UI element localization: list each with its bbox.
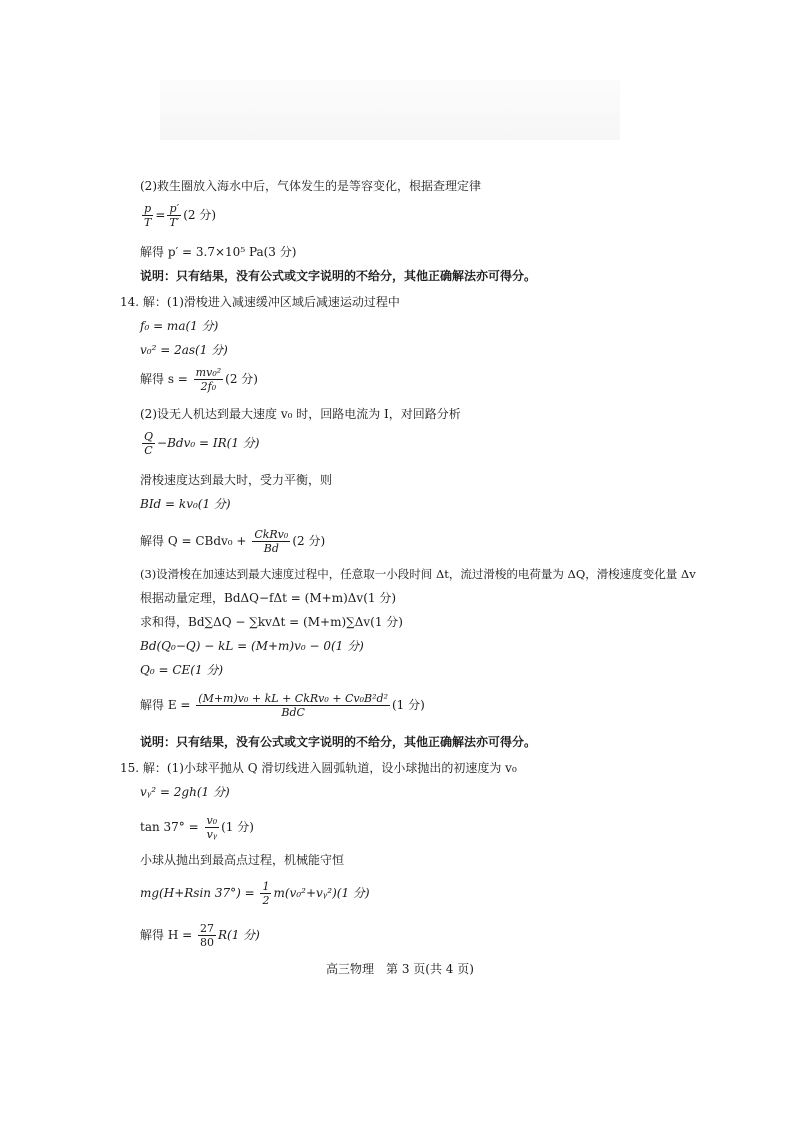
q14-eq-12: 解得 E = $\frac{\text{(M+m)v₀ + kL + CkRv₀ + Cv₀B²d²}}{\text{BdC}}$ (1 分) xyxy=(140,692,425,719)
page-footer: 高三物理 第 3 页(共 4 页) xyxy=(326,962,474,976)
q15-eq-1: vᵧ² = 2gh(1 分) xyxy=(140,785,230,799)
scan-shading xyxy=(160,80,620,140)
fraction: $\frac{p'}{T'}$ xyxy=(169,202,180,229)
q15-eq-4: mg(H+Rsin 37°) = $\frac{1}{2}$ m(v₀²+vᵧ²)(1 分) xyxy=(140,880,370,907)
q14-eq-11: Q₀ = CE(1 分) xyxy=(140,663,224,677)
q14-note: 说明：只有结果，没有公式或文字说明的不给分，其他正确解法亦可得分。 xyxy=(140,735,537,749)
q14-eq-2: v₀² = 2as(1 分) xyxy=(140,343,228,357)
q14-text-5: 滑梭速度达到最大时，受力平衡，则 xyxy=(140,473,333,487)
q14-eq-3: 解得 s = $\frac{\text{mv₀²}}{\text{2f₀}}$ (2 分) xyxy=(140,366,258,393)
q14-part3: (3)设滑梭在加速达到最大速度过程中，任意取一小段时间 Δt，流过滑梭的电荷量为 ΔQ，滑梭速度变化量 Δv xyxy=(140,567,696,581)
q13-solution: 解得 p′ = 3.7×10⁵ Pa(3 分) xyxy=(140,245,297,259)
q14-eq-6: BId = kv₀(1 分) xyxy=(140,497,231,511)
fraction: $\frac{\text{CkRv₀}}{Bd}$ xyxy=(254,528,289,555)
q14-eq-1: f₀ = ma(1 分) xyxy=(140,319,219,333)
fraction: $\frac{p}{T}$ xyxy=(144,202,152,229)
fraction: $\frac{Q}{C}$ xyxy=(144,430,154,457)
q13-intro: (2)救生圈放入海水中后，气体发生的是等容变化，根据查理定律 xyxy=(140,179,482,193)
q14-heading: 14. 解：(1)滑梭进入减速缓冲区域后减速运动过程中 xyxy=(120,295,400,309)
fraction: $\frac{\text{mv₀²}}{\text{2f₀}}$ xyxy=(195,366,222,393)
q14-eq-8: 根据动量定理，BdΔQ−fΔt = (M+m)Δv(1 分) xyxy=(140,591,397,605)
fraction: $\frac{\text{v₀}}{\text{vᵧ}}$ xyxy=(206,814,218,841)
fraction: $\frac{27}{80}$ xyxy=(199,922,214,949)
q15-eq-5: 解得 H = $\frac{27}{80}$ R(1 分) xyxy=(140,922,260,949)
q14-eq-9: 求和得，Bd∑ΔQ − ∑kvΔt = (M+m)∑Δv(1 分) xyxy=(140,615,403,629)
fraction: $\frac{1}{2}$ xyxy=(262,880,270,907)
q14-part2: (2)设无人机达到最大速度 v₀ 时，回路电流为 I，对回路分析 xyxy=(140,407,461,421)
q15-text-3: 小球从抛出到最高点过程，机械能守恒 xyxy=(140,853,345,867)
q13-charles-law-eq: $\frac{p}{T}$ = $\frac{p'}{T'}$ (2 分) xyxy=(144,202,217,229)
fraction: $\frac{\text{(M+m)v₀ + kL + CkRv₀ + Cv₀B²d²}}{\text{BdC}}$ xyxy=(198,692,388,719)
q13-note: 说明：只有结果，没有公式或文字说明的不给分，其他正确解法亦可得分。 xyxy=(140,269,537,283)
q14-eq-10: Bd(Q₀−Q) − kL = (M+m)v₀ − 0(1 分) xyxy=(140,639,364,653)
q15-eq-2: tan 37° = $\frac{\text{v₀}}{\text{vᵧ}}$ (1 分) xyxy=(140,814,254,841)
q14-eq-4: $\frac{Q}{C}$ −Bdv₀ = IR(1 分) xyxy=(144,430,260,457)
q14-eq-7: 解得 Q = CBdv₀ + $\frac{\text{CkRv₀}}{Bd}$ (2 分) xyxy=(140,528,326,555)
q15-heading: 15. 解：(1)小球平抛从 Q 滑切线进入圆弧轨道，设小球抛出的初速度为 v₀ xyxy=(120,761,517,775)
